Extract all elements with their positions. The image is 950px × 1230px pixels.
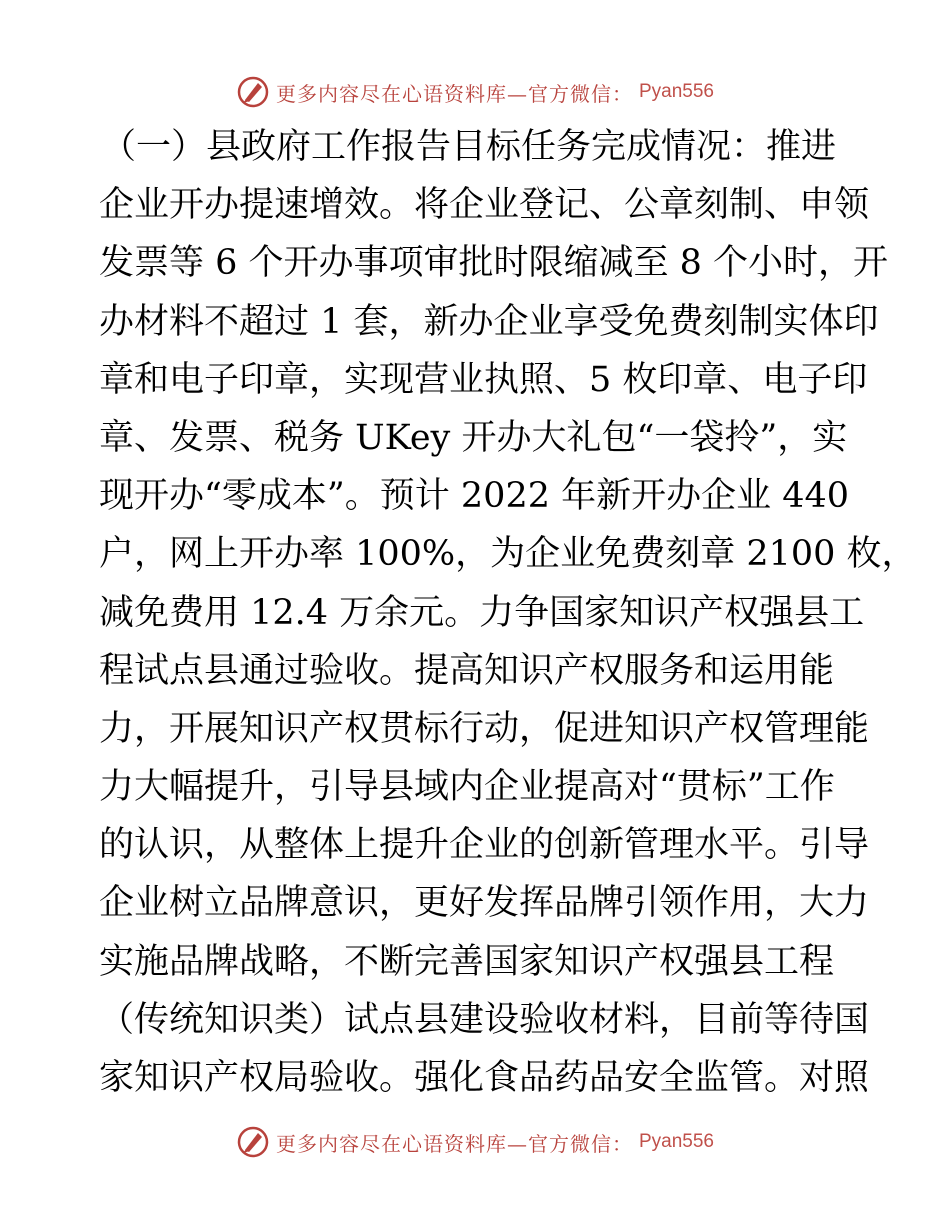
text-line: 家知识产权局验收。强化食品药品安全监管。对照	[99, 1058, 870, 1098]
watermark-text: 更多内容尽在心语资料库—官方微信：	[275, 81, 633, 106]
text-line: 程试点县通过验收。提高知识产权服务和运用能	[99, 650, 835, 691]
text-line: （传统知识类）试点县建设验收材料，目前等待国	[99, 999, 870, 1040]
text-line: 力，开展知识产权贯标行动，促进知识产权管理能	[99, 708, 870, 749]
text-line: 的认识，从整体上提升企业的创新管理水平。引导	[99, 825, 870, 866]
text-line: 减免费用 12.4 万余元。力争国家知识产权强县工	[99, 592, 865, 633]
pen-nib-icon	[236, 1125, 270, 1159]
text-line: 章、发票、税务 UKey 开办大礼包“一袋拎”，实	[99, 417, 848, 458]
text-line: 现开办“零成本”。预计 2022 年新开办企业 440	[99, 476, 850, 517]
text-line: 实施品牌战略，不断完善国家知识产权强县工程	[99, 941, 835, 982]
watermark-contact: Pyan556	[638, 1131, 714, 1152]
document-body	[99, 118, 917, 1107]
text-line: 力大幅提升，引导县域内企业提高对“贯标”工作	[99, 767, 835, 808]
text-line: 户，网上开办率 100%，为企业免费刻章 2100 枚，	[99, 534, 917, 575]
watermark-contact: Pyan556	[638, 81, 714, 102]
text-line: 企业树立品牌意识，更好发挥品牌引领作用，大力	[99, 883, 870, 924]
header-watermark	[0, 72, 950, 112]
text-line: （一）县政府工作报告目标任务完成情况：推进	[101, 127, 837, 167]
text-line: 企业开办提速增效。将企业登记、公章刻制、申领	[99, 185, 870, 226]
text-line: 章和电子印章，实现营业执照、5 枚印章、电子印	[99, 359, 868, 400]
text-line: 发票等 6 个开办事项审批时限缩减至 8 个小时，开	[99, 243, 889, 284]
text-line: 办材料不超过 1 套，新办企业享受免费刻制实体印	[99, 301, 879, 342]
footer-watermark	[0, 1122, 950, 1162]
watermark-text: 更多内容尽在心语资料库—官方微信：	[275, 1131, 633, 1156]
pen-nib-icon	[236, 75, 270, 109]
